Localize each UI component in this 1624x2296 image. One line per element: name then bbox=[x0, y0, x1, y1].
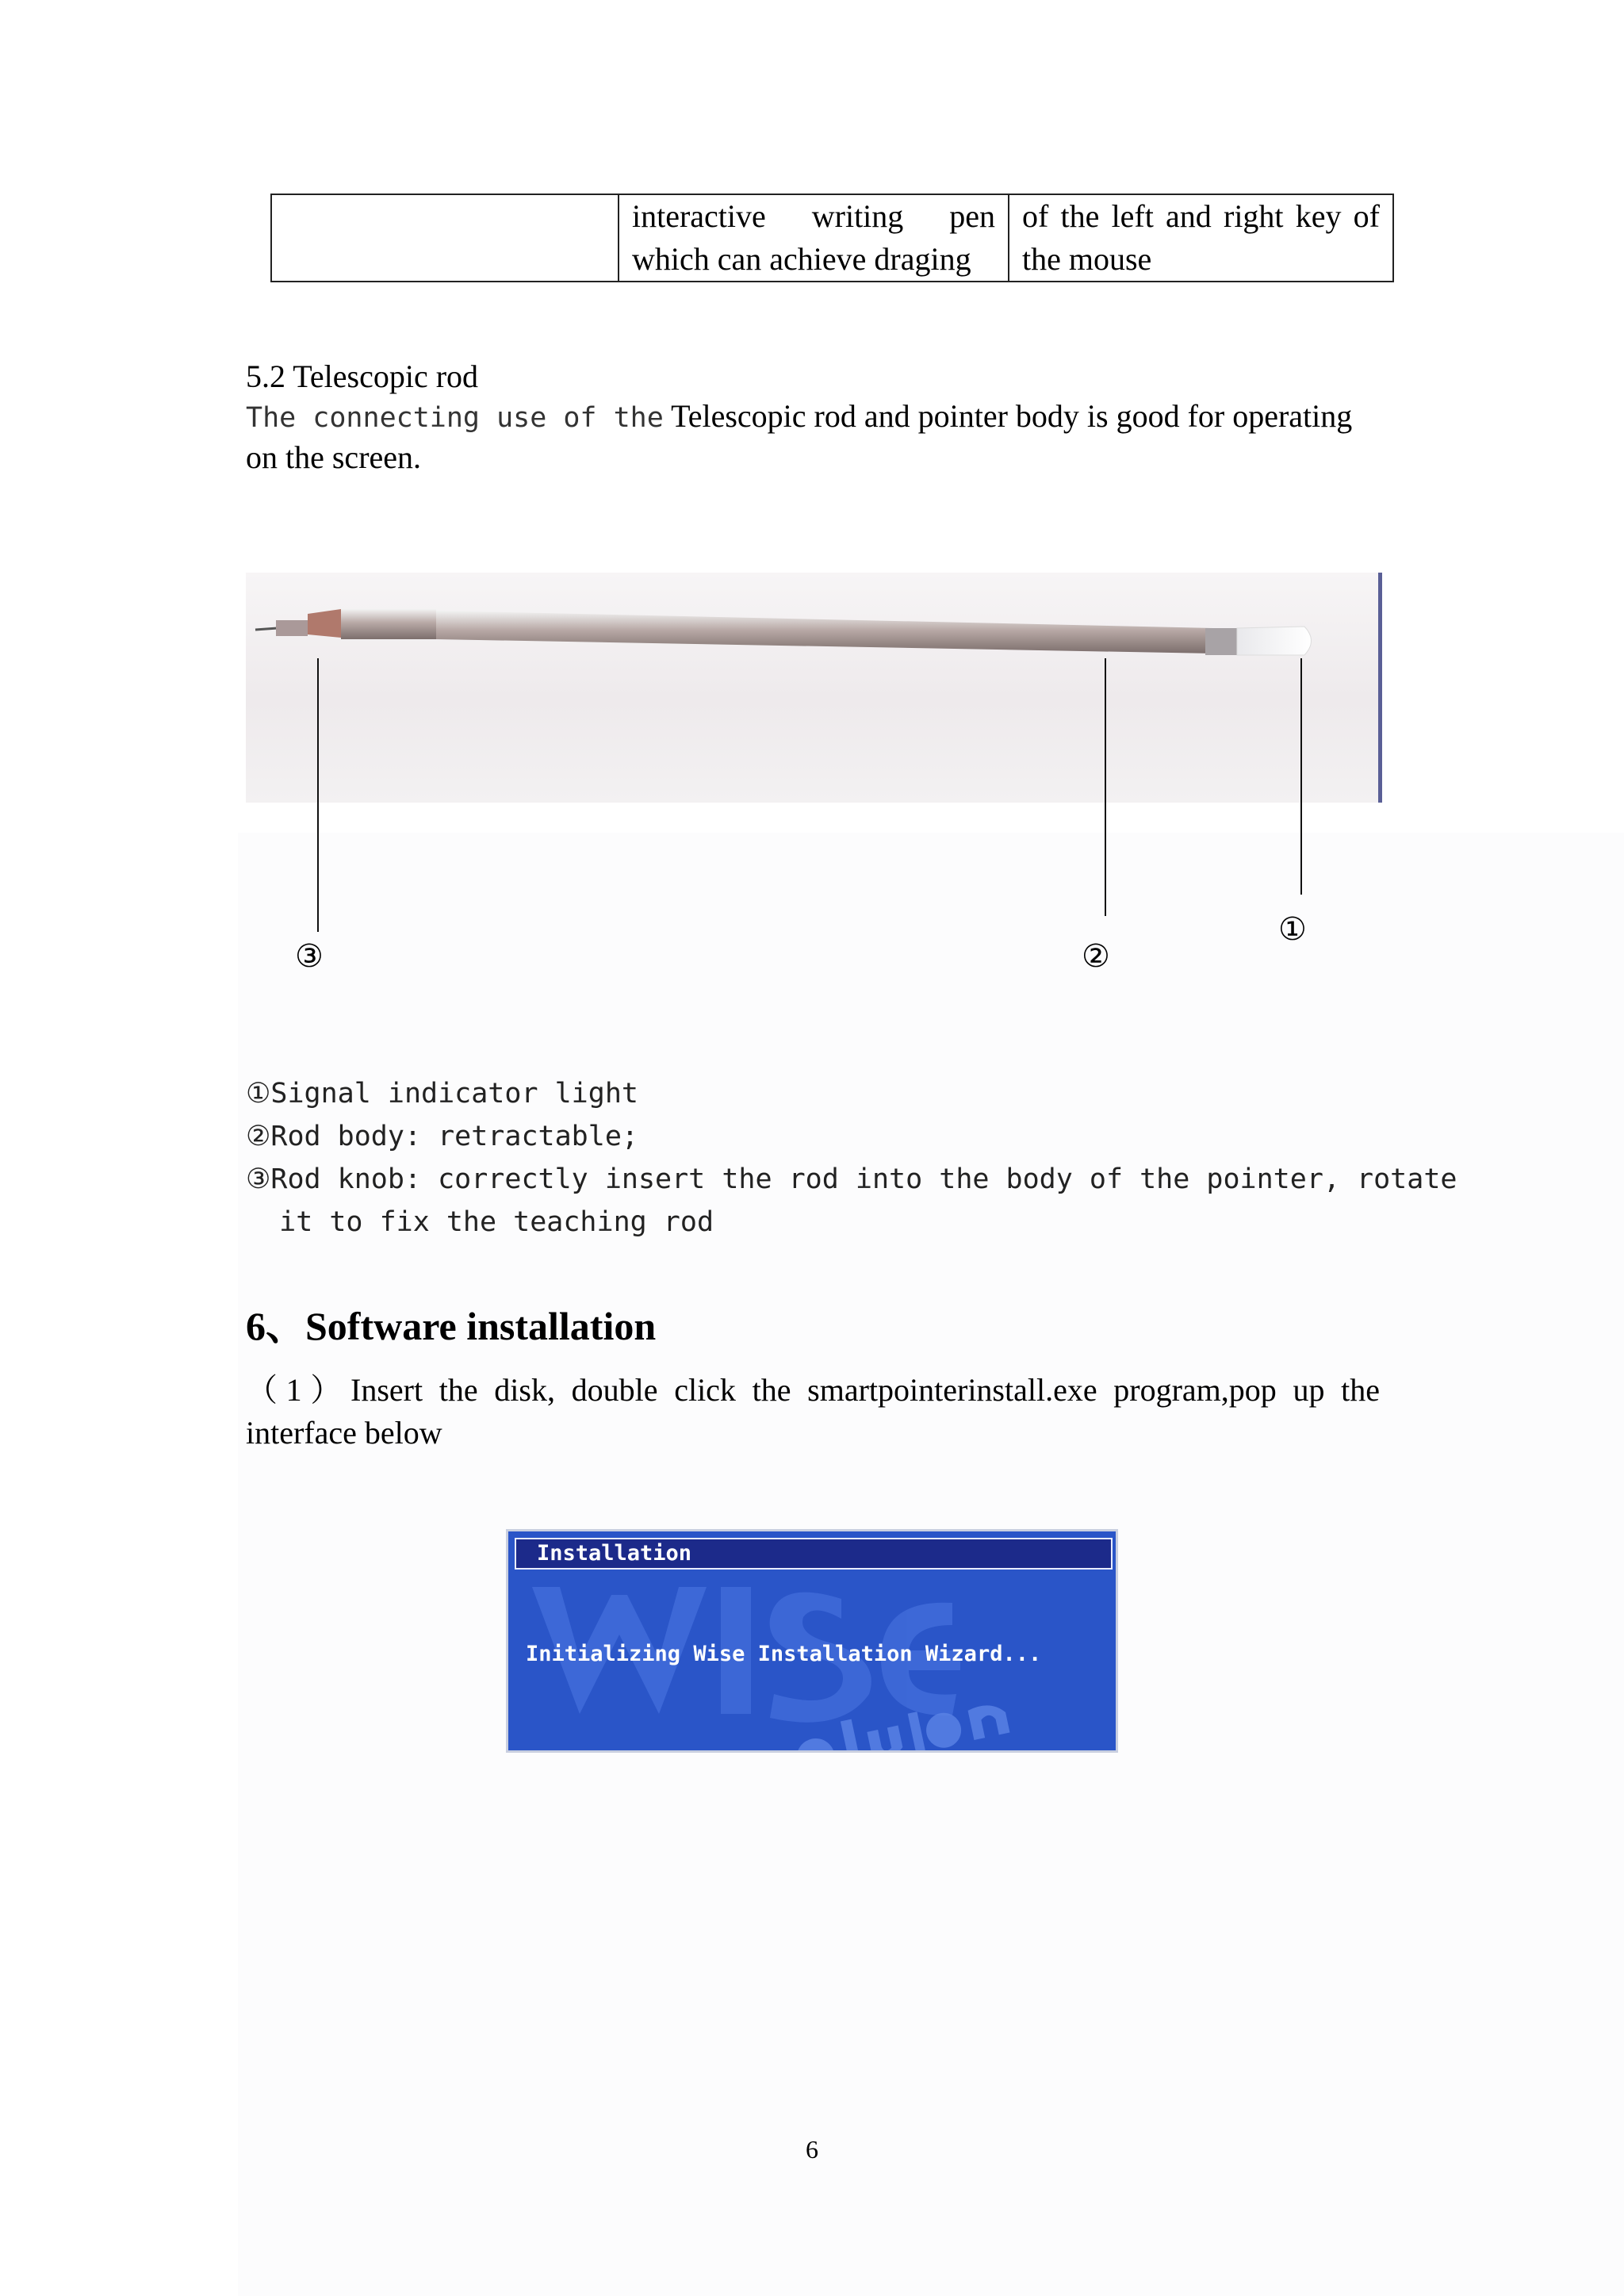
page-number: 6 bbox=[806, 2135, 818, 2164]
callout-3: ③ bbox=[295, 938, 324, 975]
callout-2: ② bbox=[1082, 938, 1110, 975]
section-heading-telescopic-rod: 5.2 Telescopic rod bbox=[246, 358, 479, 394]
installer-status-text: Initializing Wise Installation Wizard... bbox=[526, 1642, 1042, 1666]
callout-1: ① bbox=[1278, 911, 1307, 948]
leader-line-body bbox=[1105, 658, 1106, 916]
rod-illustration bbox=[246, 573, 1378, 803]
intro-paragraph: The connecting use of the Telescopic rod and pointer body is good for operating on the screen. bbox=[246, 398, 1353, 475]
leader-line-light bbox=[1300, 658, 1302, 895]
leader-line-knob bbox=[317, 658, 319, 932]
installer-window bbox=[506, 1529, 1118, 1753]
legend-item-rod-body: ②Rod body: retractable; bbox=[246, 1121, 638, 1152]
telescopic-rod-photo bbox=[246, 573, 1382, 803]
table-cell-function: of the left and right key of the mouse bbox=[1009, 194, 1393, 282]
section-heading-software-installation: 6、Software installation bbox=[246, 1304, 657, 1348]
table-cell-empty bbox=[271, 194, 619, 282]
table-row bbox=[271, 194, 1393, 282]
legend-item-rod-knob-cont: it to fix the teaching rod bbox=[246, 1206, 714, 1238]
legend-item-rod-knob: ③Rod knob: correctly insert the rod into the body of the pointer, rotate bbox=[246, 1163, 1457, 1195]
installer-title-bar: Installation bbox=[515, 1538, 1113, 1570]
spec-table bbox=[270, 194, 1394, 282]
figure-legend bbox=[246, 1072, 1457, 1244]
legend-item-signal-light: ①Signal indicator light bbox=[246, 1078, 638, 1110]
table-cell-description: interactive writing pen which can achieve draging bbox=[619, 194, 1009, 282]
install-step-1: （1）Insert the disk, double click the smartpointerinstall.exe program,pop up the interface below bbox=[246, 1372, 1380, 1451]
